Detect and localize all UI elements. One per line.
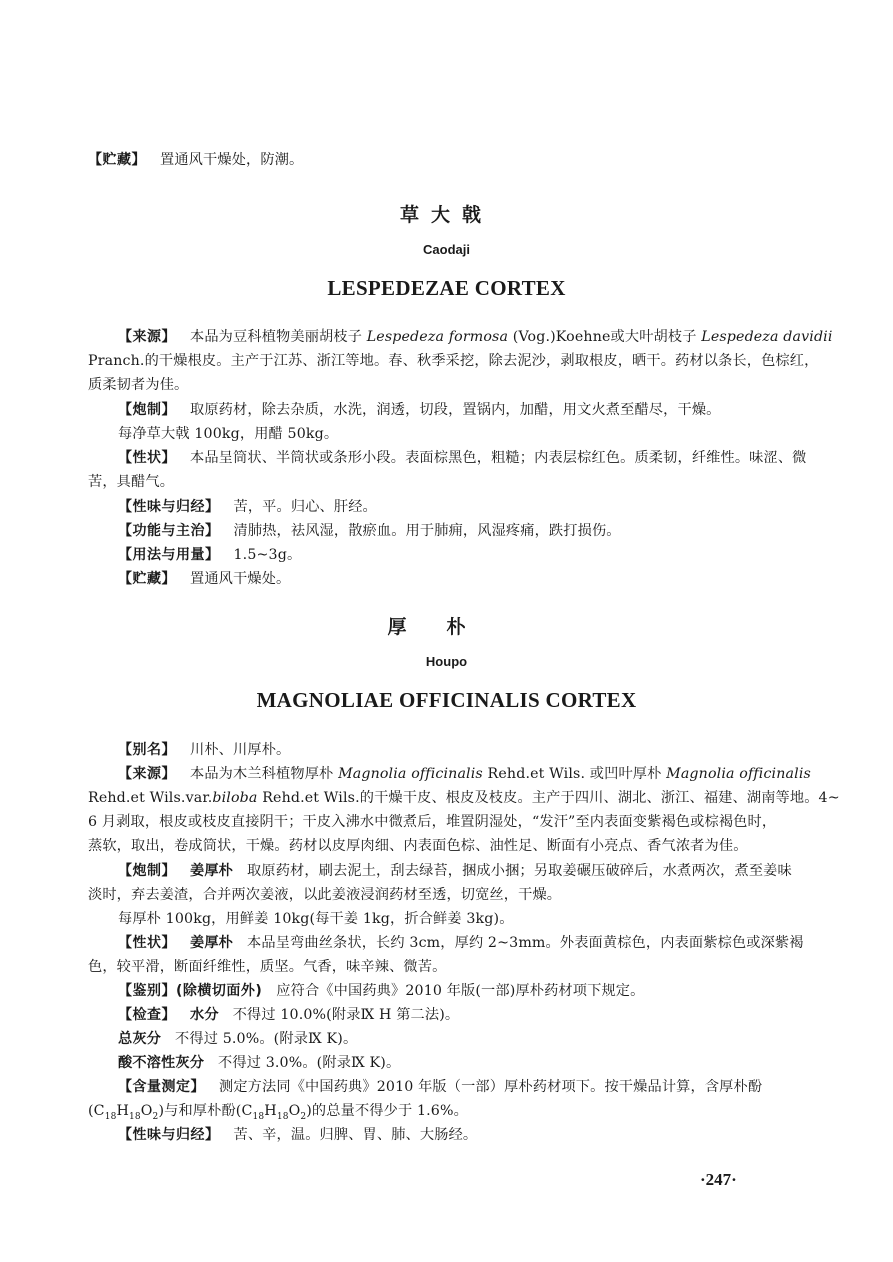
entry1-processing-line1 <box>118 398 806 422</box>
ash-label: 总灰分 <box>118 1031 162 1047</box>
entry2-source-line1 <box>118 762 811 786</box>
source-text: 本品为木兰科植物厚朴 <box>190 766 334 782</box>
assay-text: )的总量不得少于 1.6%。 <box>306 1103 468 1119</box>
alias-text: 川朴、川厚朴。 <box>190 742 291 758</box>
entry1-chinese-name: 草大戟 <box>399 204 493 226</box>
entry2-processing-line3: 每厚朴 100kg，用鲜姜 10kg(每干姜 1kg，折合鲜姜 3kg)。 <box>118 911 514 927</box>
character-tag: 【性状】 <box>118 935 176 951</box>
character-tag: 【性状】 <box>118 450 176 466</box>
entry1-source-line1 <box>118 325 833 349</box>
storage-text: 置通风干燥处。 <box>190 571 291 587</box>
entry1-storage-line <box>118 567 806 591</box>
processing-tag: 【炮制】 <box>118 863 176 879</box>
formula-subscript: 18 <box>104 1111 117 1122</box>
function-tag: 【功能与主治】 <box>118 523 220 539</box>
species-variety: biloba <box>212 790 258 806</box>
top-storage-line <box>88 148 806 172</box>
entry2-character-line1 <box>118 931 806 955</box>
formula-subscript: 18 <box>276 1111 289 1122</box>
entry2-processing-line2: 淡时，弃去姜渣，合并两次姜液，以此姜液浸润药材至透，切宽丝，干燥。 <box>88 887 562 903</box>
source-text: (Vog.)Koehne或大叶胡枝子 <box>512 329 697 345</box>
assay-text: 测定方法同《中国药典》2010 年版（一部）厚朴药材项下。按干燥品计算，含厚朴酚 <box>219 1079 763 1095</box>
entry2-identification-line <box>118 979 806 1003</box>
function-text: 清肺热，祛风湿，散瘀血。用于肺痈，风湿疼痛，跌打损伤。 <box>233 523 621 539</box>
formula-subscript: 18 <box>252 1111 265 1122</box>
entry2-inspection-ash-line <box>118 1027 806 1051</box>
entry2-pinyin: Houpo <box>425 654 468 669</box>
formula-subscript: 2 <box>300 1111 307 1122</box>
species-name: Magnolia officinalis <box>338 766 483 782</box>
entry2-latin-name: MAGNOLIAE OFFICINALIS CORTEX <box>256 688 637 712</box>
formula-subscript: 18 <box>129 1111 141 1122</box>
entry2-assay-line1 <box>118 1075 806 1099</box>
entry2-source-line4: 蒸软，取出，卷成筒状，干燥。药材以皮厚肉细、内表面色棕、油性足、断面有小亮点、香气浓者为佳。 <box>88 838 748 854</box>
nature-text: 苦，平。归心、肝经。 <box>233 499 377 515</box>
entry1-source-line2: Pranch.的干燥根皮。主产于江苏、浙江等地。春、秋季采挖，除去泥沙，剥取根皮，晒干。药材以条长，色棕红， <box>88 353 819 369</box>
character-text: 本品呈弯曲丝条状，长约 3cm，厚约 2~3mm。外表面黄棕色，内表面紫棕色或深紫褐 <box>247 935 804 951</box>
entry2-alias-line <box>118 738 806 762</box>
dosage-text: 1.5~3g。 <box>233 547 302 563</box>
water-label: 水分 <box>190 1007 219 1023</box>
entry1-dosage-line <box>118 543 806 567</box>
source-text: Rehd.et Wils. 或凹叶厚朴 <box>487 766 662 782</box>
source-tag: 【来源】 <box>118 329 176 345</box>
character-text: 本品呈筒状、半筒状或条形小段。表面棕黑色，粗糙；内表层棕红色。质柔韧，纤维性。味涩、微 <box>190 450 807 466</box>
storage-text: 置通风干燥处，防潮。 <box>160 152 304 168</box>
source-text: Rehd.et Wils.var. <box>88 790 213 806</box>
species-name: Lespedeza formosa <box>366 329 509 345</box>
nature-tag: 【性味与归经】 <box>118 1127 220 1143</box>
source-text: Rehd.et Wils.的干燥干皮、根皮及枝皮。主产于四川、湖北、浙江、福建、湖南等地。4~ <box>262 790 840 806</box>
entry2-inspection-water-line <box>118 1003 806 1027</box>
character-subtitle: 姜厚朴 <box>190 935 234 951</box>
nature-tag: 【性味与归经】 <box>118 499 220 515</box>
entry1-character-line1 <box>118 446 806 470</box>
processing-text: 取原药材，除去杂质，水洗，润透，切段，置锅内，加醋，用文火煮至醋尽，干燥。 <box>190 402 721 418</box>
storage-tag: 【贮藏】 <box>88 152 146 168</box>
ash-text: 不得过 5.0%。(附录Ⅸ K)。 <box>175 1031 358 1047</box>
storage-tag: 【贮藏】 <box>118 571 176 587</box>
entry1-function-line <box>118 519 806 543</box>
entry1-nature-line <box>118 495 806 519</box>
entry2-chinese-name: 厚朴 <box>387 616 506 638</box>
identification-tag: 【鉴别】(除横切面外) <box>118 983 263 999</box>
acid-ash-label: 酸不溶性灰分 <box>118 1055 205 1071</box>
water-text: 不得过 10.0%(附录Ⅸ H 第二法)。 <box>232 1007 460 1023</box>
inspection-tag: 【检查】 <box>118 1007 176 1023</box>
species-name: Lespedeza davidii <box>701 329 833 345</box>
alias-tag: 【别名】 <box>118 742 176 758</box>
assay-text: )与和厚朴酚(C <box>158 1103 253 1119</box>
formula-subscript: 2 <box>152 1111 159 1122</box>
assay-tag: 【含量测定】 <box>118 1079 205 1095</box>
source-text: 本品为豆科植物美丽胡枝子 <box>190 329 363 345</box>
entry2-inspection-acid-ash-line <box>118 1051 806 1075</box>
assay-text: (C <box>88 1103 105 1119</box>
processing-subtitle: 姜厚朴 <box>190 863 234 879</box>
entry2-source-line3: 6 月剥取，根皮或枝皮直接阴干；干皮入沸水中微煮后，堆置阴湿处，“发汗”至内表面变紫褐色或棕褐色时， <box>88 814 777 830</box>
processing-tag: 【炮制】 <box>118 402 176 418</box>
entry2-character-line2: 色，较平滑，断面纤维性，质坚。气香，味辛辣、微苦。 <box>88 959 447 975</box>
acid-ash-text: 不得过 3.0%。(附录Ⅸ K)。 <box>218 1055 401 1071</box>
entry2-assay-line2: $(C_{18}H_{18}O_2)$与和厚朴酚$(C_{18}H_{18}O_2)$的总量不得少于 1.6%。 <box>88 1103 468 1122</box>
entry1-latin-name: LESPEDEZAE CORTEX <box>327 276 566 300</box>
dosage-tag: 【用法与用量】 <box>118 547 220 563</box>
species-name: Magnolia officinalis <box>666 766 811 782</box>
entry1-processing-line2: 每净草大戟 100kg，用醋 50kg。 <box>118 426 339 442</box>
source-tag: 【来源】 <box>118 766 176 782</box>
entry2-processing-line1 <box>118 859 806 883</box>
entry1-source-line3: 质柔韧者为佳。 <box>88 377 189 393</box>
nature-text: 苦、辛，温。归脾、胃、肺、大肠经。 <box>233 1127 478 1143</box>
page-number: ·247· <box>700 1170 737 1189</box>
entry1-character-line2: 苦，具醋气。 <box>88 474 175 490</box>
processing-text: 取原药材，刷去泥土，刮去绿苔，捆成小捆；另取姜碾压破碎后，水煮两次，煮至姜味 <box>247 863 792 879</box>
entry2-source-line2 <box>88 786 840 810</box>
entry2-nature-line <box>118 1123 806 1147</box>
identification-text: 应符合《中国药典》2010 年版(一部)厚朴药材项下规定。 <box>276 983 645 999</box>
entry1-pinyin: Caodaji <box>423 242 470 257</box>
